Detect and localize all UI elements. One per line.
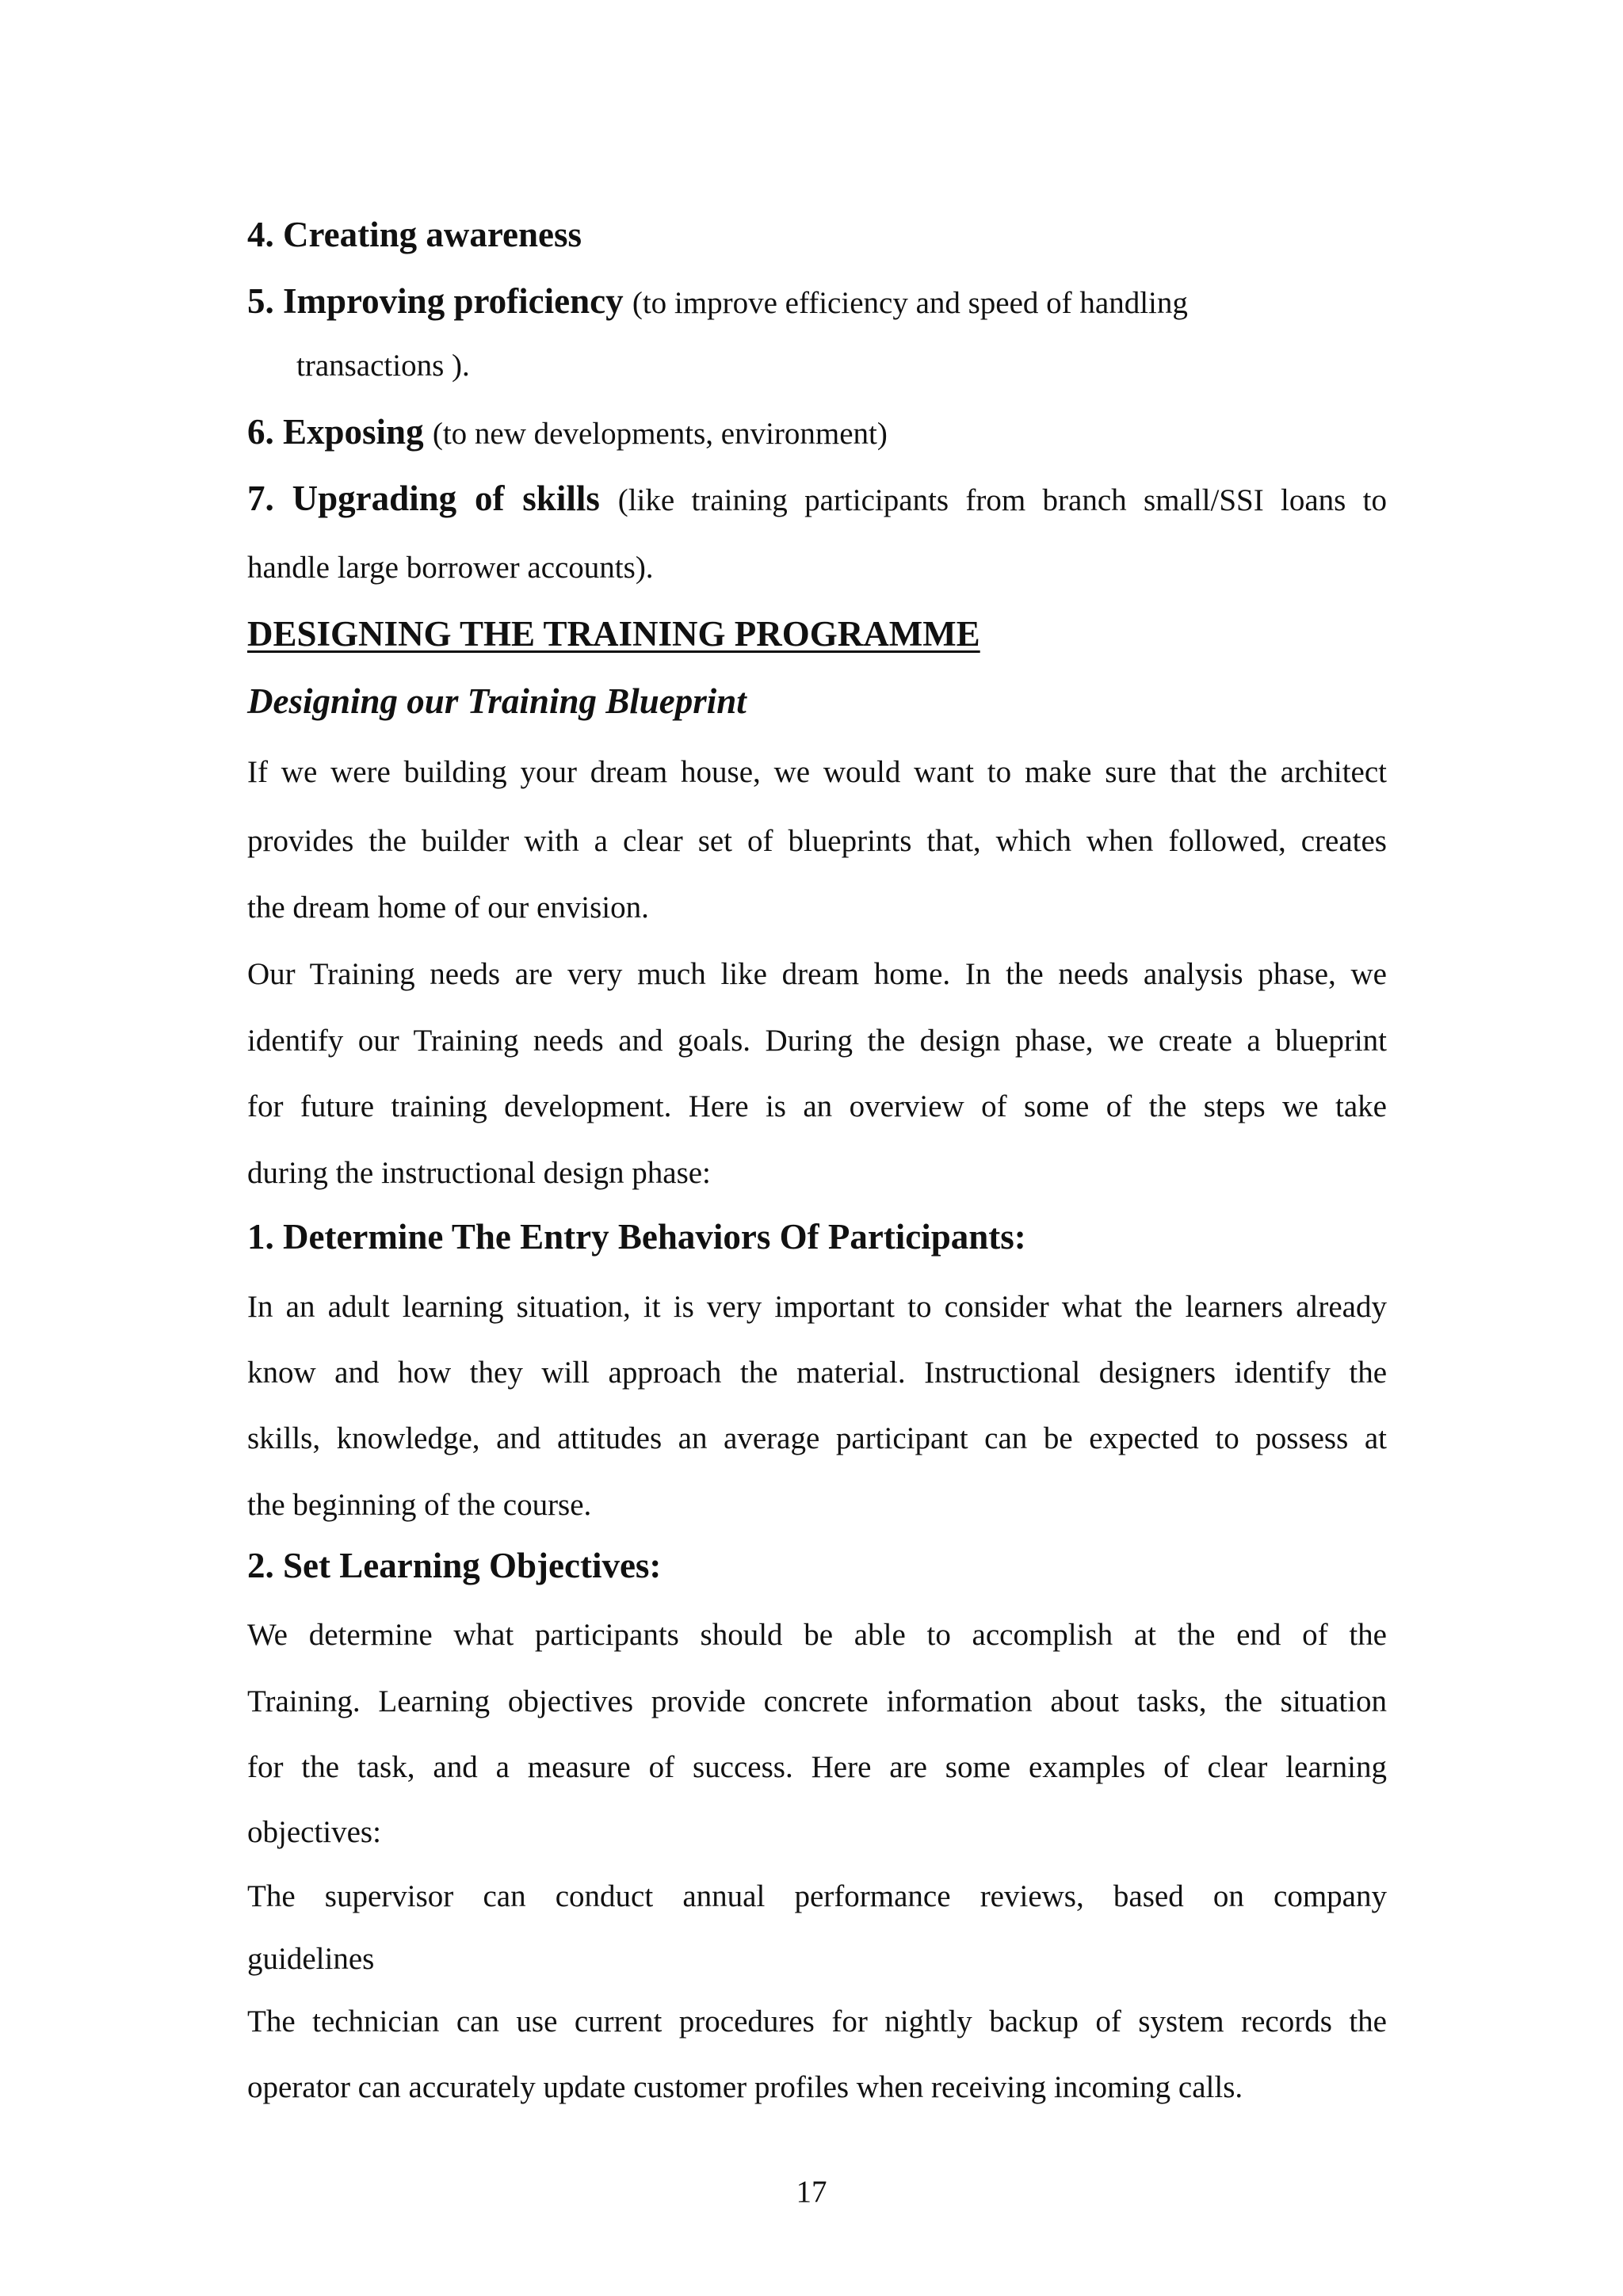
step-1-line-1: In an adult learning situation, it is very important to consider what the learners already: [247, 1290, 1387, 1324]
step-2-title: 2. Set Learning Objectives:: [247, 1546, 662, 1585]
list-item-4: [247, 215, 582, 254]
step-1-line-4: the beginning of the course.: [247, 1488, 592, 1522]
step-2-line-2: Training. Learning objectives provide concrete information about tasks, the situation: [247, 1684, 1387, 1718]
example-2-line-2: operator can accurately update customer profiles when receiving incoming calls.: [247, 2070, 1243, 2104]
list-item-5: [247, 281, 1188, 323]
step-1-title: 1. Determine The Entry Behaviors Of Participants:: [247, 1217, 1026, 1257]
step-1-line-2: know and how they will approach the material. Instructional designers identify the: [247, 1356, 1387, 1390]
step-2-line-1: We determine what participants should be able to accomplish at the end of the: [247, 1618, 1387, 1652]
para2-line-4: during the instructional design phase:: [247, 1156, 711, 1190]
list-item-7-continuation: handle large borrower accounts).: [247, 551, 654, 585]
para2-line-3: for future training development. Here is an overview of some of the steps we take: [247, 1089, 1387, 1123]
section-subtitle: Designing our Training Blueprint: [247, 681, 747, 721]
intro-line-1: If we were building your dream house, we would want to make sure that the architect: [247, 755, 1387, 789]
list-item-5-title: 5. Improving proficiency: [247, 281, 624, 321]
step-2-line-4: objectives:: [247, 1815, 381, 1849]
page-number: 17: [796, 2175, 827, 2209]
list-item-7-note: (like training participants from branch small/SSI loans to: [617, 483, 1388, 517]
intro-line-2: provides the builder with a clear set of blueprints that, which when followed, creates: [247, 824, 1387, 858]
list-item-6-note: (to new developments, environment): [432, 417, 888, 451]
list-item-6: [247, 412, 888, 454]
list-item-7-title: 7. Upgrading of skills: [247, 479, 600, 518]
section-title: DESIGNING THE TRAINING PROGRAMME: [247, 614, 980, 654]
step-2-line-3: for the task, and a measure of success. Here are some examples of clear learning: [247, 1750, 1387, 1784]
para2-line-1: Our Training needs are very much like dream home. In the needs analysis phase, we: [247, 957, 1387, 991]
example-1-line-2: guidelines: [247, 1942, 375, 1976]
step-1-line-3: skills, knowledge, and attitudes an average participant can be expected to possess at: [247, 1421, 1387, 1455]
example-1-line-1: The supervisor can conduct annual performance reviews, based on company: [247, 1879, 1387, 1913]
list-item-5-note: (to improve efficiency and speed of handling: [632, 286, 1188, 320]
intro-line-3: the dream home of our envision.: [247, 891, 649, 925]
list-item-4-title: 4. Creating awareness: [247, 215, 582, 254]
para2-line-2: identify our Training needs and goals. During the design phase, we create a blueprint: [247, 1024, 1387, 1058]
list-item-5-continuation: transactions ).: [296, 349, 470, 383]
example-2-line-1: The technician can use current procedures for nightly backup of system records the: [247, 2004, 1387, 2039]
list-item-6-title: 6. Exposing: [247, 412, 424, 452]
list-item-7: [247, 479, 1387, 521]
